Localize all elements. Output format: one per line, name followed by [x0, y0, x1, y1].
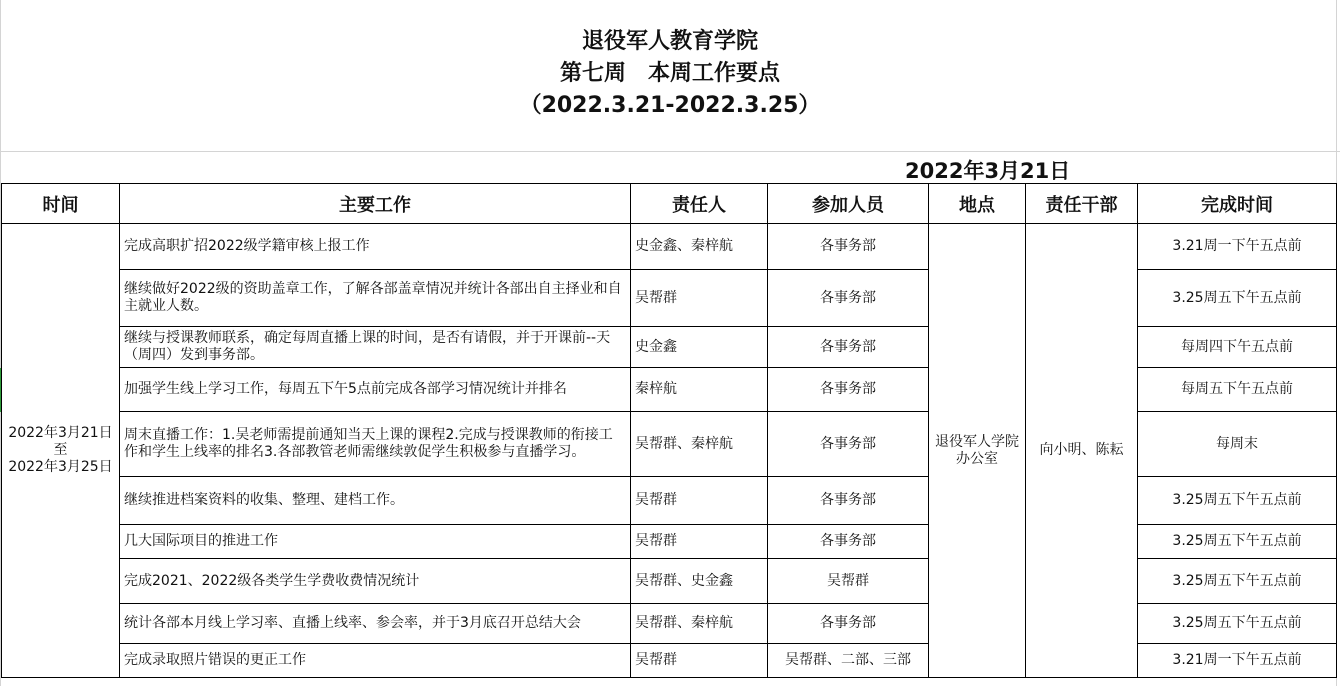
task-cell[interactable]: 继续推进档案资料的收集、整理、建档工作。 — [120, 477, 631, 525]
owner-cell[interactable]: 吴帮群、秦梓航 — [631, 604, 768, 644]
participants-cell[interactable]: 各事务部 — [768, 368, 929, 412]
period-cell[interactable] — [2, 224, 120, 678]
task-cell[interactable]: 周末直播工作：1.吴老师需提前通知当天上课的课程2.完成与授课教师的衔接工作和学生上线率的排名3.各部教管老师需继续敦促学生积极参与直播学习。 — [120, 412, 631, 477]
owner-cell[interactable]: 吴帮群、秦梓航 — [631, 412, 768, 477]
table-row — [2, 224, 1337, 270]
participants-cell[interactable]: 吴帮群 — [768, 559, 929, 604]
task-cell[interactable]: 完成高职扩招2022级学籍审核上报工作 — [120, 224, 631, 270]
deadline-cell[interactable]: 3.21周一下午五点前 — [1138, 644, 1337, 678]
participants-cell[interactable]: 吴帮群、二部、三部 — [768, 644, 929, 678]
deadline-cell[interactable]: 3.25周五下午五点前 — [1138, 270, 1337, 327]
task-cell[interactable]: 完成录取照片错误的更正工作 — [120, 644, 631, 678]
task-cell[interactable]: 继续做好2022级的资助盖章工作，了解各部盖章情况并统计各部出自主择业和自主就业人数。 — [120, 270, 631, 327]
location-cell[interactable]: 退役军人学院办公室 — [929, 224, 1026, 678]
participants-cell[interactable]: 各事务部 — [768, 224, 929, 270]
period-to: 至 — [53, 442, 68, 458]
title-line-college: 退役军人教育学院 — [581, 29, 758, 54]
header-participants[interactable]: 参加人员 — [768, 184, 929, 224]
owner-cell[interactable]: 吴帮群 — [631, 270, 768, 327]
deadline-cell[interactable]: 3.25周五下午五点前 — [1138, 525, 1337, 559]
document-title — [0, 26, 1340, 122]
participants-cell[interactable]: 各事务部 — [768, 270, 929, 327]
title-line-week: 第七周 本周工作要点 — [559, 61, 780, 86]
participants-cell[interactable]: 各事务部 — [768, 604, 929, 644]
work-schedule-table — [1, 183, 1337, 678]
owner-cell[interactable]: 史金鑫 — [631, 327, 768, 368]
owner-cell[interactable]: 秦梓航 — [631, 368, 768, 412]
cadre-cell[interactable]: 向小明、陈耘 — [1026, 224, 1138, 678]
deadline-cell[interactable]: 3.25周五下午五点前 — [1138, 604, 1337, 644]
task-cell[interactable]: 加强学生线上学习工作，每周五下午5点前完成各部学习情况统计并排名 — [120, 368, 631, 412]
date-header: 2022年3月21日 — [905, 159, 1071, 183]
header-cadre[interactable]: 责任干部 — [1026, 184, 1138, 224]
header-location[interactable]: 地点 — [929, 184, 1026, 224]
participants-cell[interactable]: 各事务部 — [768, 327, 929, 368]
owner-cell[interactable]: 吴帮群 — [631, 477, 768, 525]
deadline-cell[interactable]: 3.25周五下午五点前 — [1138, 559, 1337, 604]
header-deadline[interactable]: 完成时间 — [1138, 184, 1337, 224]
header-time[interactable]: 时间 — [2, 184, 120, 224]
period-start: 2022年3月21日 — [8, 425, 113, 441]
deadline-cell[interactable]: 每周末 — [1138, 412, 1337, 477]
owner-cell[interactable]: 史金鑫、秦梓航 — [631, 224, 768, 270]
title-divider — [0, 151, 1340, 152]
participants-cell[interactable]: 各事务部 — [768, 412, 929, 477]
owner-cell[interactable]: 吴帮群 — [631, 525, 768, 559]
participants-cell[interactable]: 各事务部 — [768, 525, 929, 559]
task-cell[interactable]: 几大国际项目的推进工作 — [120, 525, 631, 559]
owner-cell[interactable]: 吴帮群 — [631, 644, 768, 678]
deadline-cell[interactable]: 每周五下午五点前 — [1138, 368, 1337, 412]
owner-cell[interactable]: 吴帮群、史金鑫 — [631, 559, 768, 604]
table-header-row — [2, 184, 1337, 224]
header-main-work[interactable]: 主要工作 — [120, 184, 631, 224]
title-line-range: （2022.3.21-2022.3.25） — [519, 93, 821, 118]
task-cell[interactable]: 继续与授课教师联系，确定每周直播上课的时间，是否有请假，并于开课前--天（周四）发到事务部。 — [120, 327, 631, 368]
participants-cell[interactable]: 各事务部 — [768, 477, 929, 525]
task-cell[interactable]: 统计各部本月线上学习率、直播上线率、参会率，并于3月底召开总结大会 — [120, 604, 631, 644]
period-end: 2022年3月25日 — [8, 459, 113, 475]
header-owner[interactable]: 责任人 — [631, 184, 768, 224]
deadline-cell[interactable]: 3.21周一下午五点前 — [1138, 224, 1337, 270]
deadline-cell[interactable]: 3.25周五下午五点前 — [1138, 477, 1337, 525]
deadline-cell[interactable]: 每周四下午五点前 — [1138, 327, 1337, 368]
task-cell[interactable]: 完成2021、2022级各类学生学费收费情况统计 — [120, 559, 631, 604]
